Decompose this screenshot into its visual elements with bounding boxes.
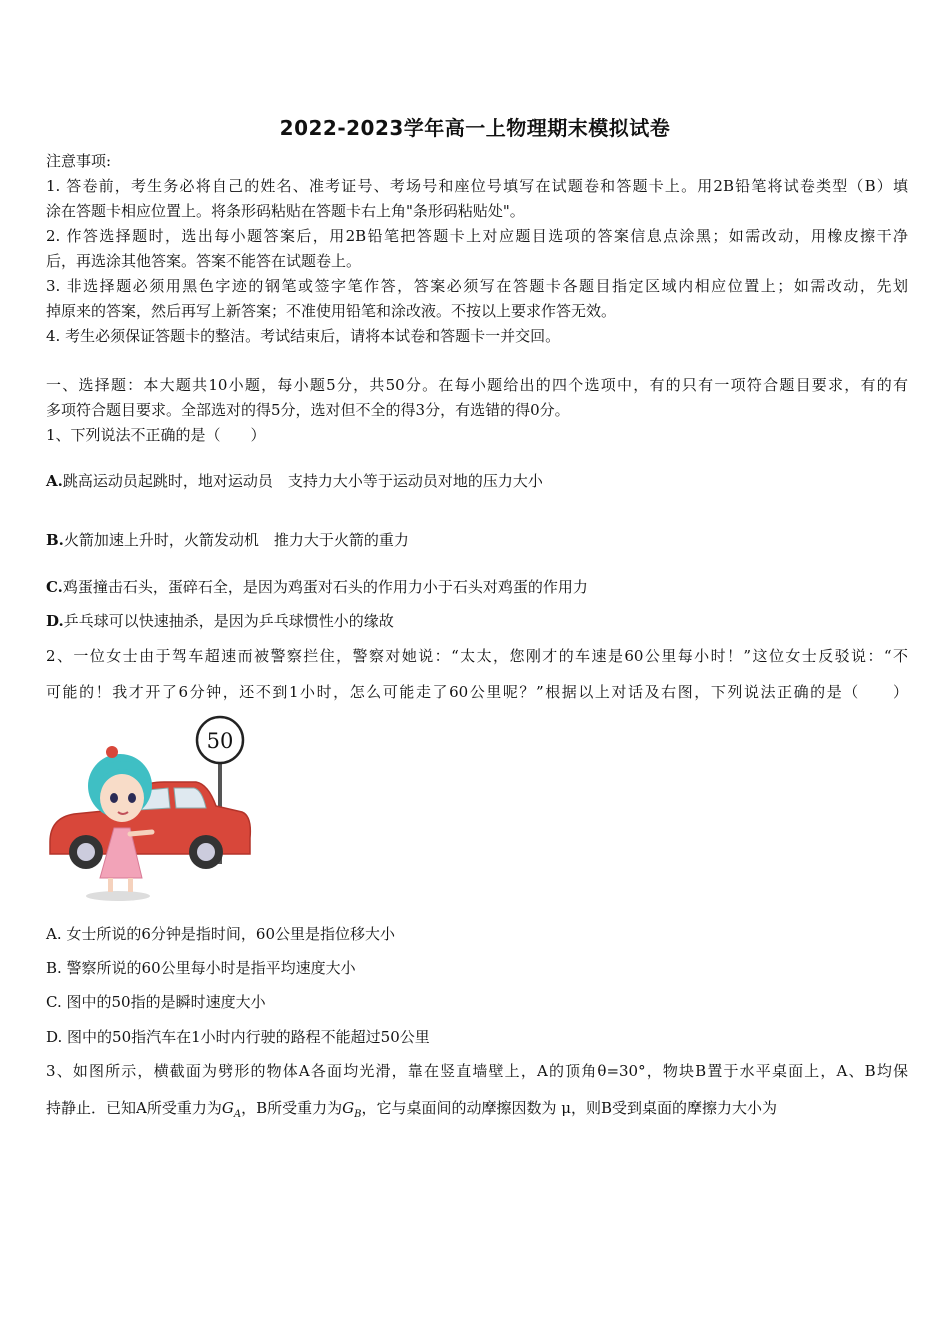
front-hub: [77, 843, 95, 861]
question-1-stem: 1、下列说法不正确的是（ ）: [46, 426, 266, 444]
notice-line-1: 1. 答卷前，考生务必将自己的姓名、准考证号、考场号和座位号填写在试题卷和答题卡上。用2B铅笔将试卷类型（B）填: [46, 177, 908, 195]
girl-eye-right: [128, 793, 136, 803]
notice-line-7: 4. 考生必须保证答题卡的整洁。考试结束后，请将本试卷和答题卡一并交回。: [46, 327, 561, 345]
section-instructions-line-2: 多项符合题目要求。全部选对的得5分，选对但不全的得3分，有选错的得0分。: [46, 401, 570, 419]
notice-line-3: 2. 作答选择题时，选出每小题答案后，用2B铅笔把答题卡上对应题目选项的答案信息点涂黑；如需改动，用橡皮擦干净: [46, 227, 908, 245]
q3-ga-subscript: A: [233, 1109, 242, 1120]
question-3-line-1: 3、如图所示，横截面为劈形的物体A各面均光滑，靠在竖直墙壁上，A的顶角θ=30°，物块B置于水平桌面上，A、B均保: [46, 1062, 908, 1080]
girl-leg-right: [128, 878, 133, 892]
option-text: 火箭加速上升时，火箭发动机 推力大于火箭的重力: [63, 531, 409, 549]
option-label: C.: [46, 578, 63, 596]
option-text: 鸡蛋撞击石头，蛋碎石全，是因为鸡蛋对石头的作用力小于石头对鸡蛋的作用力: [62, 578, 588, 596]
car-girl-sign-drawing: [44, 714, 256, 906]
q2-option-b: B. 警察所说的60公里每小时是指平均速度大小: [46, 959, 356, 977]
girl-arm: [130, 832, 152, 834]
q1-option-b: [46, 529, 908, 551]
q2-option-c: C. 图中的50指的是瞬时速度大小: [46, 993, 266, 1011]
option-label: B.: [46, 531, 64, 549]
notice-heading: 注意事项:: [46, 152, 112, 170]
option-label: A.: [46, 472, 63, 490]
q3-text-part: 持静止．已知A所受重力为: [46, 1099, 222, 1117]
notice-line-2: 涂在答题卡相应位置上。将条形码粘贴在答题卡右上角"条形码粘贴处"。: [46, 202, 525, 220]
q3-text-part: ，它与桌面间的动摩擦因数为 μ，则B受到桌面的摩擦力大小为: [361, 1099, 777, 1117]
q3-ga-symbol: G: [221, 1099, 234, 1117]
q3-text-part: ，B所受重力为: [241, 1099, 343, 1117]
question-3-line-2: [46, 1097, 908, 1126]
q3-gb-symbol: G: [342, 1099, 355, 1117]
section-instructions-line-1: 一、选择题：本大题共10小题，每小题5分，共50分。在每小题给出的四个选项中，有的只有一项符合题目要求，有的有: [46, 376, 908, 394]
notice-line-5: 3. 非选择题必须用黑色字迹的钢笔或签字笔作答，答案必须写在答题卡各题目指定区域内相应位置上；如需改动，先划: [46, 277, 908, 295]
option-text: 乒乓球可以快速抽杀，是因为乒乓球惯性小的缘故: [63, 612, 394, 630]
notice-line-6: 掉原来的答案，然后再写上新答案；不准使用铅笔和涂改液。不按以上要求作答无效。: [46, 302, 617, 320]
q3-gb-subscript: B: [354, 1109, 362, 1120]
q1-option-d: [46, 610, 908, 632]
q1-option-a: [46, 470, 908, 492]
question-2-stem-line-2: 可能的！我才开了6分钟，还不到1小时，怎么可能走了60公里呢？”根据以上对话及右图，下列说法正确的是（ ）: [46, 683, 908, 701]
q2-option-d: D. 图中的50指汽车在1小时内行驶的路程不能超过50公里: [46, 1028, 430, 1046]
option-label: D.: [46, 612, 64, 630]
girl-shadow: [86, 891, 150, 901]
girl-leg-left: [108, 878, 113, 892]
hair-bow: [106, 746, 118, 758]
option-text: 跳高运动员起跳时，地对运动员 支持力大小等于运动员对地的压力大小: [62, 472, 543, 490]
q1-option-c: [46, 576, 908, 598]
girl-eye-left: [110, 793, 118, 803]
notice-line-4: 后，再选涂其他答案。答案不能答在试题卷上。: [46, 252, 362, 270]
q2-option-a: A. 女士所说的6分钟是指时间，60公里是指位移大小: [46, 925, 396, 943]
question-2-stem-line-1: 2、一位女士由于驾车超速而被警察拦住，警察对她说：“太太，您刚才的车速是60公里每小时！”这位女士反驳说：“不: [46, 647, 908, 665]
speed-sign-value: 50: [206, 729, 234, 753]
rear-hub: [197, 843, 215, 861]
page-title: 2022-2023学年高一上物理期末模拟试卷: [279, 116, 671, 140]
speed-limit-illustration: [44, 714, 256, 906]
